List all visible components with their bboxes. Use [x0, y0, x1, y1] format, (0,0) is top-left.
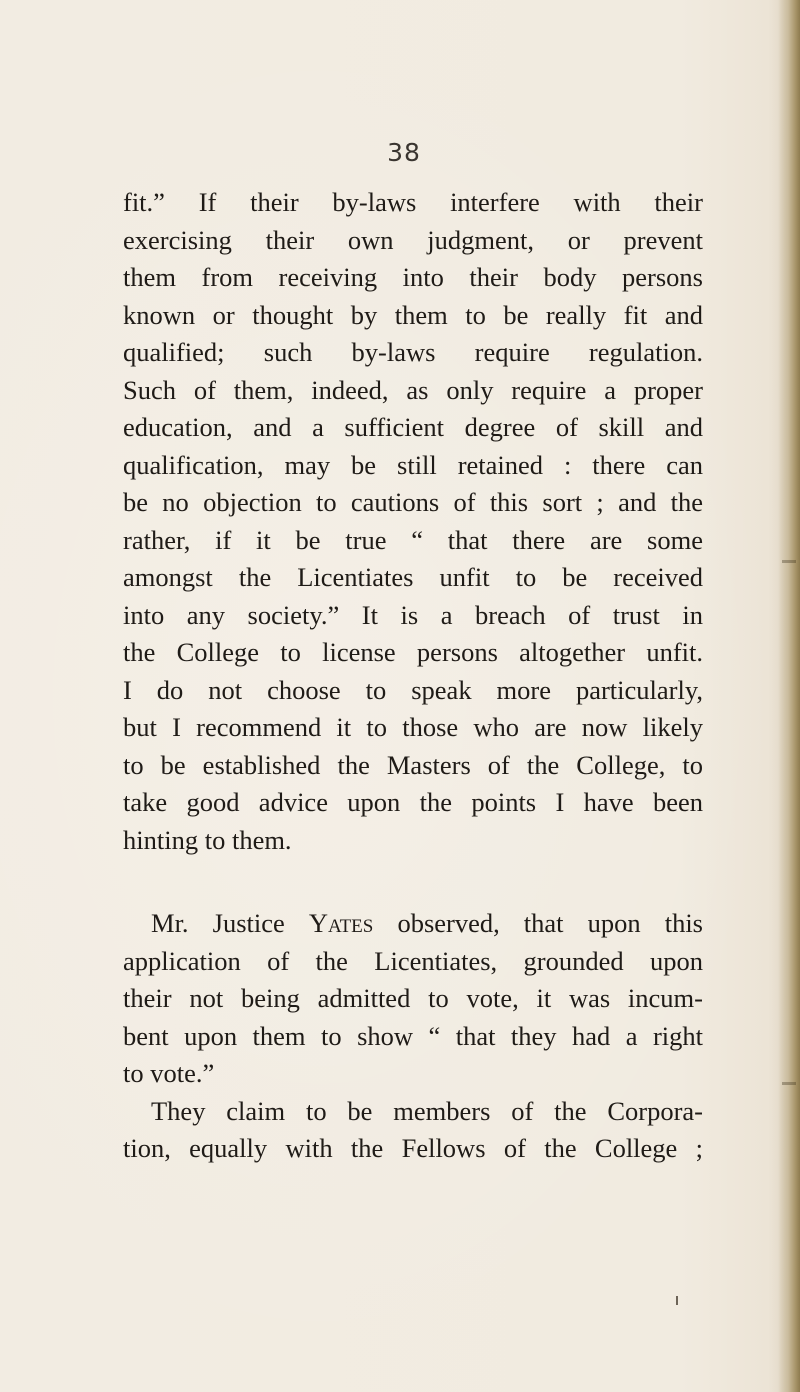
- text-line: Such of them, indeed, as only require a proper: [123, 374, 703, 405]
- text-line: qualification, may be still retained : there can: [123, 449, 703, 480]
- text-line: hinting to them.: [123, 824, 292, 855]
- text-line: bent upon them to show “ that they had a right: [123, 1020, 703, 1051]
- text-line: take good advice upon the points I have been: [123, 787, 703, 817]
- text-line: to vote.”: [123, 1058, 215, 1088]
- page-edge-shadow: [778, 0, 800, 1392]
- text-line: They claim to be members of the Corpora-: [151, 1095, 703, 1126]
- text-line: education, and a sufficient degree of skill and: [123, 412, 703, 442]
- page-number: 38: [387, 138, 421, 167]
- text-line: the College to license persons altogether unfit.: [123, 637, 703, 667]
- paragraph-gap: [123, 859, 703, 905]
- text-line: [123, 905, 703, 943]
- text-line: exercising their own judgment, or prevent: [123, 224, 703, 255]
- text-line: their not being admitted to vote, it was incum-: [123, 983, 703, 1013]
- paragraph: [123, 184, 703, 859]
- text-line: application of the Licentiates, grounded upon: [123, 945, 703, 976]
- text-line: I do not choose to speak more particularly,: [123, 674, 703, 705]
- page-edge-mark: [782, 1082, 796, 1085]
- text-line: rather, if it be true “ that there are some: [123, 524, 703, 555]
- ink-speck: [676, 1296, 678, 1305]
- paragraph: [123, 905, 703, 1093]
- text-run: Mr. Justice: [151, 908, 309, 938]
- text-line: known or thought by them to be really fit and: [123, 299, 703, 330]
- page-edge-mark: [782, 560, 796, 563]
- text-line: into any society.” It is a breach of trust in: [123, 599, 703, 630]
- text-line: but I recommend it to those who are now likely: [123, 712, 703, 742]
- text-line: qualified; such by-laws require regulation.: [123, 337, 703, 367]
- name-small-caps: Yates: [308, 908, 374, 938]
- text-run: observed, that upon this: [373, 908, 703, 938]
- paragraph: [123, 1093, 703, 1168]
- text-line: them from receiving into their body persons: [123, 262, 703, 292]
- body-text: [123, 184, 703, 1168]
- text-line: amongst the Licentiates unfit to be received: [123, 562, 703, 592]
- text-line: to be established the Masters of the College, to: [123, 749, 703, 780]
- text-line: be no objection to cautions of this sort ; and the: [123, 487, 703, 517]
- text-line: fit.” If their by-laws interfere with their: [123, 187, 703, 217]
- text-line: tion, equally with the Fellows of the College ;: [123, 1133, 703, 1163]
